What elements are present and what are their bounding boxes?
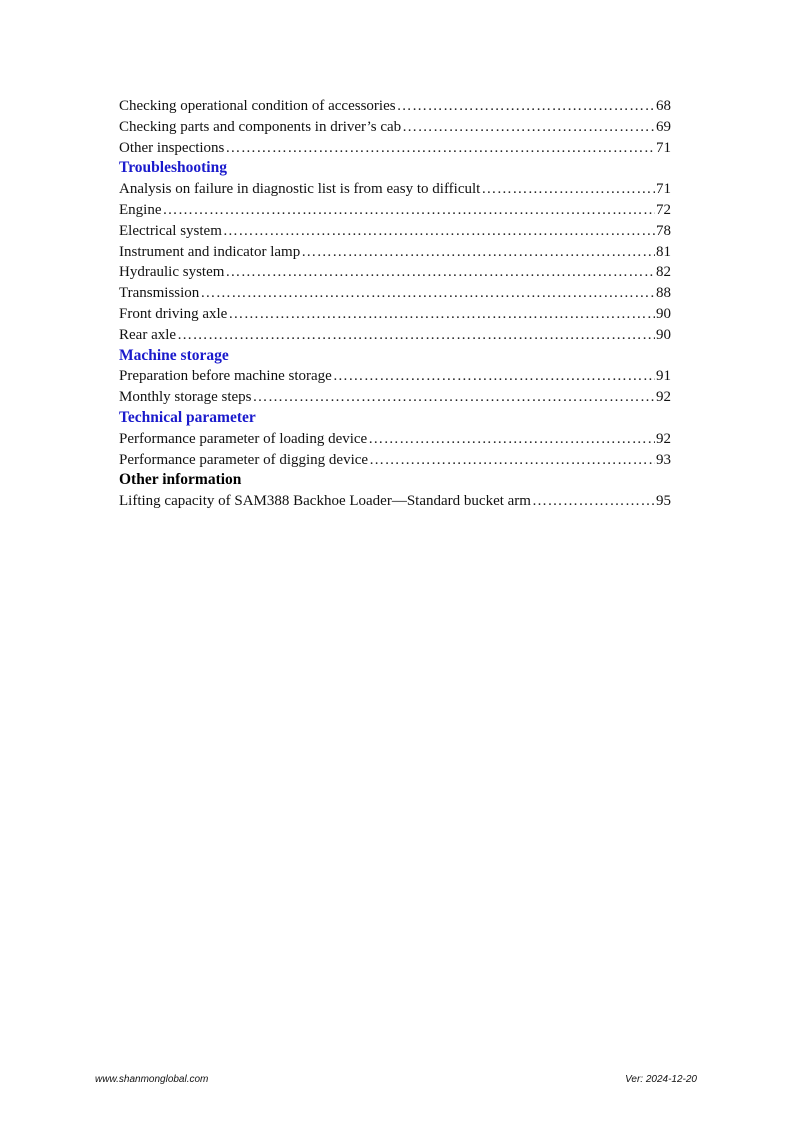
toc-leader-dots	[402, 117, 655, 138]
footer-website: www.shanmonglobal.com	[95, 1074, 209, 1085]
toc-entry-title: Hydraulic system	[119, 264, 225, 281]
toc-entry-page: 90	[656, 305, 671, 322]
toc-entry-title: Instrument and indicator lamp	[119, 243, 301, 260]
toc-entry-page: 71	[656, 139, 671, 156]
toc-leader-dots	[532, 491, 655, 512]
toc-entry-page: 95	[656, 493, 671, 510]
toc-leader-dots	[301, 242, 655, 263]
toc-entry-page: 82	[656, 264, 671, 281]
toc-entry-title: Monthly storage steps	[119, 389, 252, 406]
toc-entry-page: 90	[656, 326, 671, 343]
toc-leader-dots	[177, 325, 655, 346]
section-heading-technical-parameter: Technical parameter	[119, 408, 256, 426]
toc-entry-rear-axle[interactable]	[119, 325, 671, 346]
toc-leader-dots	[225, 138, 655, 159]
toc-entry-title: Checking operational condition of accessories	[119, 98, 396, 114]
toc-entry-electrical-system[interactable]	[119, 221, 671, 242]
toc-entry-title: Checking parts and components in driver’s cab	[119, 118, 402, 135]
toc-entry-page: 72	[656, 201, 671, 218]
toc-entry-title: Other inspections	[119, 139, 225, 156]
toc-leader-dots	[253, 387, 656, 408]
toc-entry-instrument-lamp[interactable]	[119, 242, 671, 263]
toc-entry-lifting-capacity[interactable]	[119, 491, 671, 512]
toc-leader-dots	[223, 221, 655, 242]
section-heading-machine-storage: Machine storage	[119, 346, 229, 364]
toc-entry-page: 78	[656, 222, 671, 239]
toc-leader-dots	[225, 262, 655, 283]
toc-entry-title: Electrical system	[119, 222, 222, 239]
toc-entry-title: Performance parameter of loading device	[119, 430, 368, 447]
toc-entry-page: 92	[656, 430, 671, 447]
toc-entry-other-inspections[interactable]	[119, 138, 671, 159]
toc-entry-title: Front driving axle	[119, 305, 228, 322]
toc-entry-title: Engine	[119, 201, 162, 218]
toc-entry-loading-device[interactable]	[119, 429, 671, 450]
toc-entry-title: Preparation before machine storage	[119, 368, 332, 385]
toc-entry-drivers-cab[interactable]	[119, 117, 671, 138]
toc-entry-accessories[interactable]	[119, 96, 671, 117]
section-heading-troubleshooting: Troubleshooting	[119, 159, 227, 177]
toc-entry-title: Lifting capacity of SAM388 Backhoe Loader—Standard bucket arm	[119, 493, 531, 510]
toc-entry-page: 71	[656, 181, 671, 198]
toc-entry-title: Rear axle	[119, 326, 177, 343]
toc-entry-page: 88	[656, 285, 671, 302]
toc-leader-dots	[369, 450, 655, 471]
toc-entry-digging-device[interactable]	[119, 450, 671, 471]
toc-leader-dots	[481, 179, 655, 200]
toc-leader-dots	[163, 200, 656, 221]
toc-leader-dots	[200, 283, 655, 304]
toc-entry-page: 93	[656, 451, 671, 468]
toc-entry-monthly-storage-steps[interactable]	[119, 387, 671, 408]
toc-entry-page: 68	[656, 98, 671, 114]
table-of-contents	[119, 96, 671, 512]
toc-entry-engine[interactable]	[119, 200, 671, 221]
toc-entry-front-driving-axle[interactable]	[119, 304, 671, 325]
toc-entry-transmission[interactable]	[119, 283, 671, 304]
toc-entry-hydraulic-system[interactable]	[119, 262, 671, 283]
toc-entry-title: Analysis on failure in diagnostic list is from easy to difficult	[119, 181, 481, 198]
toc-entry-page: 81	[656, 243, 671, 260]
toc-entry-page: 69	[656, 118, 671, 135]
toc-entry-storage-preparation[interactable]	[119, 366, 671, 387]
footer-version: Ver: 2024-12-20	[625, 1074, 697, 1085]
toc-leader-dots	[333, 366, 655, 387]
toc-leader-dots	[228, 304, 655, 325]
toc-leader-dots	[397, 96, 655, 117]
toc-entry-title: Performance parameter of digging device	[119, 451, 369, 468]
toc-entry-page: 92	[656, 389, 671, 406]
toc-entry-title: Transmission	[119, 285, 200, 302]
section-heading-other-information: Other information	[119, 471, 242, 489]
toc-entry-failure-analysis[interactable]	[119, 179, 671, 200]
toc-entry-page: 91	[656, 368, 671, 385]
toc-leader-dots	[368, 429, 655, 450]
